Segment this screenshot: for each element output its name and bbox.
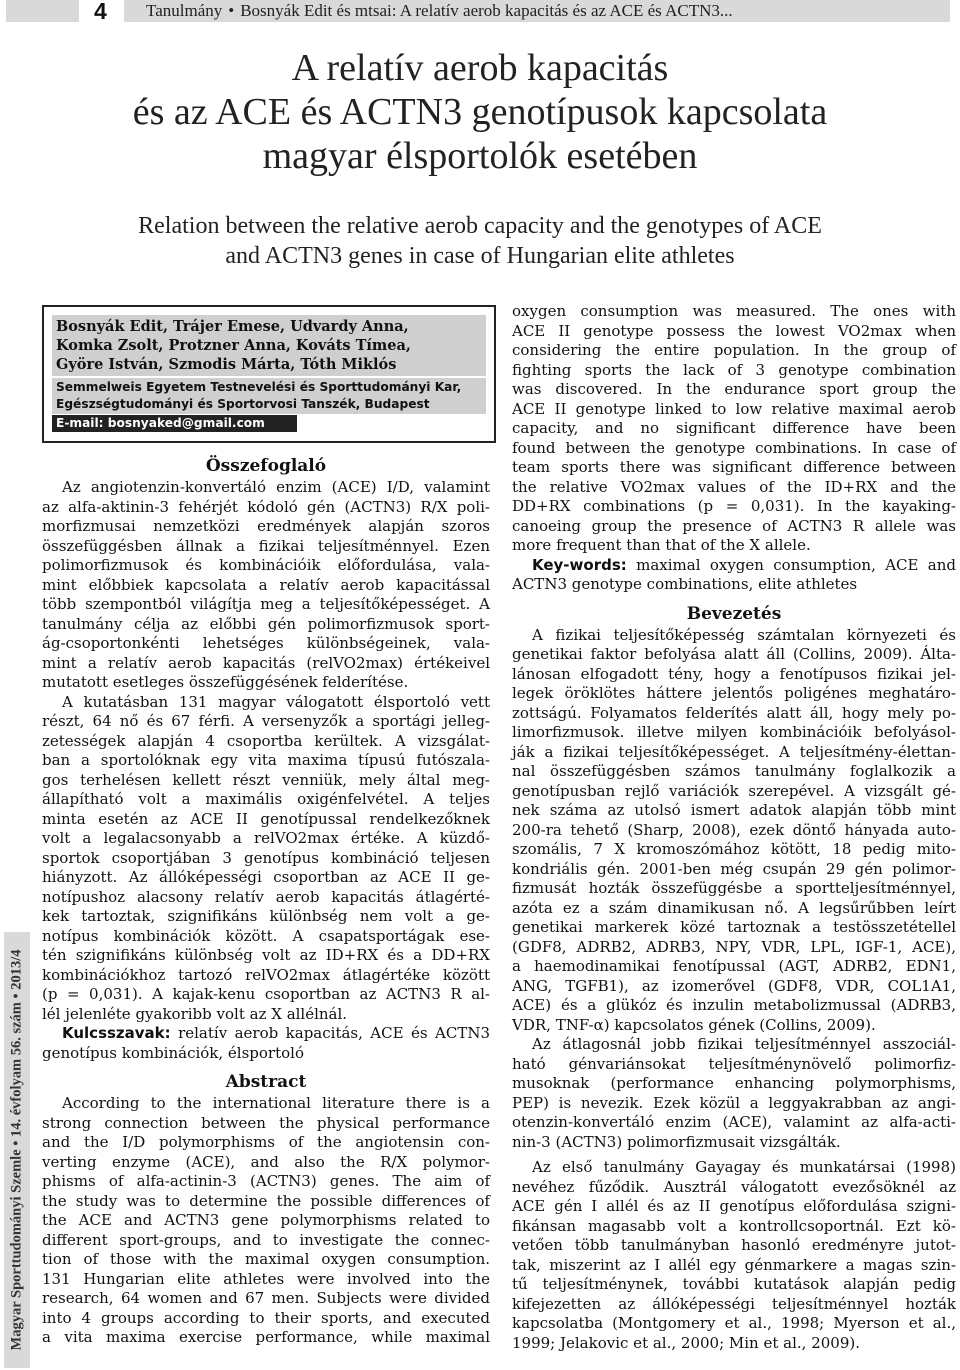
text-line: szomális, 7 X kromoszómához kötött, 18 pedig mito- bbox=[512, 840, 956, 858]
text-line: mint előbbiek kapcsolata a relatív aerob kapacitással bbox=[42, 575, 490, 594]
text-line: részt, 64 nő és 67 férfi. A versenyzők a sportági jelleg- bbox=[42, 712, 490, 730]
text-line: phisms of alfa-actinin-3 (ACTN3) genes. The aim of bbox=[42, 1172, 490, 1190]
text-line: ható génvariánsokat teljesítménynövelő polimorfiz- bbox=[512, 1054, 956, 1073]
text-line: kifejezetten az állóképességi teljesítménnyel hozták bbox=[512, 1294, 956, 1313]
text-line: hiányzott. Az állóképességi csoportban az ACE II ge- bbox=[42, 868, 490, 886]
text-line: ACTN3 genotype combinations, elite athletes bbox=[512, 575, 858, 593]
text-line: a vita maxima exercise performance, while maximal bbox=[42, 1328, 490, 1346]
keywords-text: relatív aerob kapacitás, ACE és ACTN3 bbox=[170, 1024, 490, 1042]
text-line: zottságú. Folyamatos felderítés alatt áll, hogy mely po- bbox=[512, 703, 956, 722]
author-list bbox=[52, 315, 486, 376]
keywords-hu bbox=[42, 1024, 490, 1063]
text-line: összefüggésben állnak a fizikai teljesítménnyel. Ezen bbox=[42, 536, 490, 555]
intro-paragraph-2 bbox=[512, 1035, 956, 1152]
text-line: fikánsan magasabb volt a kontrollcsoportnál. Ezt kö- bbox=[512, 1216, 956, 1235]
text-line: kombinációkhoz tartozó relVO2max átlagértéke között bbox=[42, 965, 490, 984]
title-line: A relatív aerob kapacitás bbox=[291, 47, 669, 89]
text-line: ACE II genotype linked to low relative maximal aerob bbox=[512, 399, 956, 418]
text-line: ACE gén I allél és az II genotípus előfordulása szigni- bbox=[512, 1197, 956, 1215]
text-line: legek öröklötes háttere jelentős poligénes meghatáro- bbox=[512, 684, 956, 702]
text-line: more frequent than that of the X allele. bbox=[512, 536, 811, 554]
keywords-text: maximal oxygen consumption, ACE and bbox=[626, 555, 956, 574]
text-line: genetikai markerek közé tartoznak a testösszetétellel bbox=[512, 918, 956, 936]
text-line: (p = 0,031). A kajak-kenu csoportban az ACTN3 R al- bbox=[42, 985, 490, 1003]
title-line: magyar élsportolók esetében bbox=[262, 135, 698, 177]
text-line: notípus kombinációk között. A csapatsportágak ese- bbox=[42, 926, 490, 945]
text-line bbox=[42, 1024, 490, 1044]
text-line: nal összefüggésben számos tanulmány foglalkozik a bbox=[512, 762, 956, 780]
text-line: minta esetén az ACE II genotípussal rendelkezőknek bbox=[42, 809, 490, 828]
text-line: ANG, TGFB1), az izomerővel (GDF8, VDR, COL1A1, bbox=[512, 976, 956, 995]
text-line: and the I/D polymorphisms of the angiotensin con- bbox=[42, 1133, 490, 1151]
text-line: volt a legalacsonyabb a relVO2max értéke. A küzdő- bbox=[42, 829, 490, 847]
text-line: mutatott esetleges összefüggésének felderítése. bbox=[42, 673, 409, 691]
bevezetes-heading: Bevezetés bbox=[686, 603, 782, 624]
text-line: nek száma az utolsó ismert adatok alapján több mint bbox=[512, 801, 956, 819]
text-line: DD+RX combinations (p = 0,031). In the kayaking- bbox=[512, 497, 956, 515]
summary-paragraph-2 bbox=[42, 693, 490, 1025]
intro-paragraph-3 bbox=[512, 1158, 956, 1353]
text-line: (GDF8, ADRB2, ADRB3, NPY, VDR, LPL, IGF-1, ACE), bbox=[512, 937, 956, 956]
text-line: ACE II genotype possess the lowest VO2max when bbox=[512, 321, 956, 340]
text-line: According to the international literature there is a bbox=[62, 1094, 490, 1112]
text-line: ág-csoportonkénti lehetséges különbségeinek, vala- bbox=[42, 634, 490, 652]
text-line: zetességek alapján 4 csoportba kerültek. A vizsgálat- bbox=[42, 731, 490, 750]
title-english bbox=[0, 211, 960, 271]
summary-paragraph-1 bbox=[42, 478, 490, 693]
bullet-icon: • bbox=[228, 1, 235, 20]
left-column bbox=[42, 454, 490, 1348]
text-line: az alfa-aktinin-3 fehérjét kódoló gén (ACTN3) R/X poli- bbox=[42, 497, 490, 516]
text-line: team sports there was significant difference between bbox=[512, 458, 956, 476]
institution-line: Semmelweis Egyetem Testnevelési és Sporttudományi Kar, bbox=[56, 380, 462, 394]
text-line: into 4 groups according to their sports, and executed bbox=[42, 1308, 490, 1327]
text-line: ACE) és a glükóz és inzulin metabolizmussal (ADRB3, bbox=[512, 996, 956, 1014]
title-line: és az ACE és ACTN3 genotípusok kapcsolata bbox=[132, 91, 828, 133]
text-line: fizmusát hozták összefüggésbe a sportteljesítménnyel, bbox=[512, 879, 956, 897]
text-line: fighting sports the lack of 3 genotype combination bbox=[512, 360, 956, 379]
text-line: kek tartoztak, szignifikáns különbség nem volt a ge- bbox=[42, 907, 490, 925]
title-line: and ACTN3 genes in case of Hungarian elite athletes bbox=[225, 243, 735, 269]
author-line: Györe István, Szmodis Márta, Tóth Miklós bbox=[56, 356, 397, 373]
abstract-continued bbox=[512, 302, 956, 556]
text-line: A fizikai teljesítőképesség számtalan környezeti és bbox=[532, 625, 956, 644]
text-line: notípushoz alacsony relatív aerob kapacitás átlagérté- bbox=[42, 887, 490, 906]
text-line: gos terhelésen kellett részt venniük, mely által meg- bbox=[42, 770, 490, 789]
text-line: mint a relatív aerob kapacitás (relVO2max) értékeivel bbox=[42, 653, 490, 672]
abstract-paragraph bbox=[42, 1094, 490, 1348]
text-line: lél jelenléte gyakoribb volt az X allélnál. bbox=[42, 1004, 348, 1023]
text-line: oxygen consumption was measured. The ones with bbox=[512, 302, 956, 320]
text-line: PEP) is nevezik. Ezek közül a leggyakrabban az angi- bbox=[512, 1093, 956, 1112]
keywords-en bbox=[512, 556, 956, 595]
text-line: limorfizmusok. illetve milyen kombinációik befolyásol- bbox=[512, 723, 956, 741]
text-line: verting enzyme (ACE), and also the R/X polymor- bbox=[42, 1152, 490, 1171]
text-line: considering the entire population. In the group of bbox=[512, 341, 956, 359]
author-box bbox=[42, 305, 496, 443]
text-line: tak, miszerint az I allél egy génmarkere a magas szin- bbox=[512, 1255, 956, 1274]
text-line: genetikai faktor befolyása alatt áll (Collins, 2009). Álta- bbox=[512, 645, 956, 663]
text-line: the relative VO2max values of the ID+RX and the bbox=[512, 477, 956, 496]
text-line: strong connection between the physical performance bbox=[42, 1113, 490, 1132]
text-line: found between the genotype combinations. In case of bbox=[512, 438, 956, 457]
text-line: VDR, TNF-α) kapcsolatos gének (Collins, 2009). bbox=[512, 1015, 876, 1034]
journal-sidebar-text: Magyar Sporttudományi Szemle • 14. évfolyam 56. szám • 2013/4 bbox=[8, 949, 25, 1351]
intro-paragraph-1 bbox=[512, 626, 956, 1036]
text-line bbox=[512, 556, 956, 576]
text-line: musoknak (performance enhancing polymorphisms, bbox=[512, 1074, 956, 1092]
institution-line: Egészségtudományi és Sportorvosi Tanszék, Budapest bbox=[56, 397, 430, 411]
keywords-label: Kulcsszavak: bbox=[62, 1024, 171, 1042]
institution bbox=[52, 378, 486, 414]
text-line: tű teljesítménynek, további kutatások alapján pedig bbox=[512, 1275, 956, 1293]
text-line: research, 64 women and 67 men. Subjects were divided bbox=[42, 1289, 490, 1307]
text-line: 200-ra tehető (Sharp, 2008), ezek döntő hányada auto- bbox=[512, 820, 956, 839]
running-header bbox=[124, 0, 950, 22]
text-line: capacity, and no significant difference have been bbox=[512, 419, 956, 437]
title-line: Relation between the relative aerob capacity and the genotypes of ACE bbox=[138, 213, 822, 239]
text-line: morfizmusai nemzetközi eredmények alapján szoros bbox=[42, 517, 490, 535]
text-line: ják a fizikai teljesítőképességet. A teljesítmény-élettan- bbox=[512, 742, 956, 761]
email-label[interactable]: E-mail: bosnyaked@gmail.com bbox=[52, 415, 297, 432]
keywords-label: Key-words: bbox=[532, 555, 627, 574]
text-line: tén szignifikáns különbség volt az ID+RX és a DD+RX bbox=[42, 946, 490, 964]
text-line: genotípus kombinációk, élsportoló bbox=[42, 1043, 304, 1062]
text-line: kapcsolatba (Montgomery et al., 1998; Myerson et al., bbox=[512, 1314, 956, 1332]
text-line: kondriális gén. 2001-ben még csupán 29 gén polimor- bbox=[512, 859, 956, 878]
text-line: nin-3 (ACTN3) polimorfizmusait vizsgálták. bbox=[512, 1132, 841, 1151]
text-line: otenzin-konvertáló enzim (ACE), valamint az alfa-acti- bbox=[512, 1113, 956, 1131]
text-line: was discovered. In the endurance sport group the bbox=[512, 380, 956, 398]
author-line: Komka Zsolt, Protzner Anna, Kováts Tímea, bbox=[56, 337, 411, 354]
text-line: 1999; Jelakovic et al., 2000; Min et al., 2009). bbox=[512, 1333, 860, 1352]
text-line: 131 Hungarian elite athletes were involved into the bbox=[42, 1269, 490, 1288]
text-line: azóta ez a szám dinamikusan nő. A legsűrűbben leírt bbox=[512, 898, 956, 917]
page-number: 4 bbox=[94, 0, 107, 24]
text-line: Az angiotenzin-konvertáló enzim (ACE) I/D, valamint bbox=[62, 478, 490, 496]
text-line: állapítható volt a maximális oxigénfelvétel. A teljes bbox=[42, 790, 490, 808]
title-hungarian bbox=[0, 46, 960, 178]
text-line: the study was to determine the possible differences of bbox=[42, 1191, 490, 1210]
section-label: Tanulmány bbox=[146, 1, 223, 20]
text-line: ban a sportolóknak egy vita maxima típusú futószala- bbox=[42, 751, 490, 769]
running-title: Bosnyák Edit és mtsai: A relatív aerob kapacitás és az ACE és ACTN3... bbox=[240, 1, 733, 20]
text-line: Az első tanulmány Gayagay és munkatársai (1998) bbox=[532, 1158, 956, 1176]
text-line: több szempontból világítja meg a teljesítőképességet. A bbox=[42, 595, 490, 613]
text-line: lánosan elfogadott tény, hogy a fenotípusos fizikai jel- bbox=[512, 664, 956, 683]
header-left-bar bbox=[6, 0, 79, 22]
osszefoglalo-heading: Összefoglaló bbox=[205, 456, 327, 476]
abstract-heading: Abstract bbox=[225, 1072, 307, 1092]
text-line: nevéhez fűződik. Ausztrál válogatott evezősöknél az bbox=[512, 1177, 956, 1196]
text-line: canoeing group the presence of ACTN3 R allele was bbox=[512, 516, 956, 535]
text-line: tanulmány célja az előbbi gén polimorfizmusok sport- bbox=[42, 614, 490, 633]
text-line: polimorfizmusok és kombinációik előfordulása, vala- bbox=[42, 556, 490, 574]
text-line: Az átlagosnál jobb fizikai teljesítménnyel asszociál- bbox=[532, 1035, 956, 1053]
text-line: genotípusban rejlő variációk szerepével. A vizsgált gé- bbox=[512, 781, 956, 800]
right-column bbox=[512, 302, 956, 1353]
text-line: vetően több tanulmányban hasonló eredményre jutot- bbox=[512, 1236, 956, 1254]
author-line: Bosnyák Edit, Trájer Emese, Udvardy Anna, bbox=[56, 318, 409, 335]
text-line: tion of those with the maximal oxygen consumption. bbox=[42, 1250, 490, 1268]
text-line: the ACE and ACTN3 gene polymorphisms related to bbox=[42, 1211, 490, 1229]
text-line: different sport-groups, and to investigate the connec- bbox=[42, 1230, 490, 1249]
text-line: A kutatásban 131 magyar válogatott élsportoló vett bbox=[62, 692, 490, 711]
text-line: sportok csoportjában 3 genotípus kombináció teljesen bbox=[42, 848, 490, 867]
text-line: a haemodinamikai fenotípussal (AGT, ADRB2, EDN1, bbox=[512, 957, 956, 975]
